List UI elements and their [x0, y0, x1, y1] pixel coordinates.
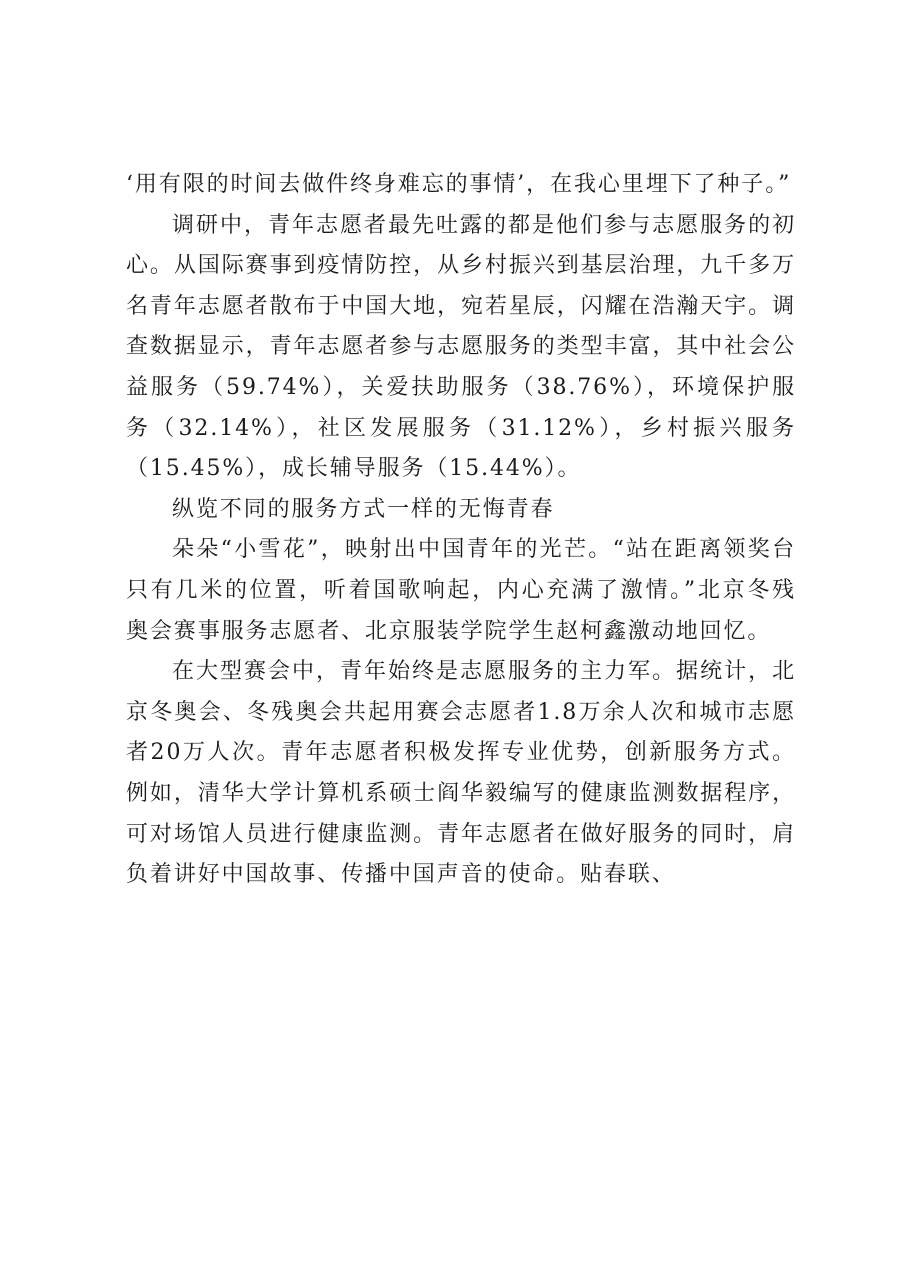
paragraph-snowflake: 朵朵“小雪花”，映射出中国青年的光芒。“站在距离领奖台只有几米的位置，听着国歌响起，内心充满了激情。”北京冬残奥会赛事服务志愿者、北京服装学院学生赵柯鑫激动地回忆。: [126, 537, 796, 644]
paragraph-survey: 调研中，青年志愿者最先吐露的都是他们参与志愿服务的初心。从国际赛事到疫情防控，从乡村振兴到基层治理，九千多万名青年志愿者散布于中国大地，宛若星辰，闪耀在浩瀚天宇。调查数据显示，青年志愿者参与志愿服务的类型丰富，其中社会公益服务（59.74%），关爱扶助服务（38.76%），环境保护服务（32.14%），社区发展服务（31.12%），乡村振兴服务（15.45%），成长辅导服务（15.44%）。: [126, 212, 796, 482]
article-body: [126, 165, 796, 896]
section-heading: 纵览不同的服务方式一样的无悔青春: [172, 496, 555, 522]
paragraph-quote-end: ‘用有限的时间去做件终身难忘的事情’，在我心里埋下了种子。”: [126, 172, 792, 197]
paragraph-games: 在大型赛会中，青年始终是志愿服务的主力军。据统计，北京冬奥会、冬残奥会共起用赛会志愿者1.8万余人次和城市志愿者20万人次。青年志愿者积极发挥专业优势，创新服务方式。例如，清华大学计算机系硕士阎华毅编写的健康监测数据程序，可对场馆人员进行健康监测。青年志愿者在做好服务的同时，肩负着讲好中国故事、传播中国声音的使命。贴春联、: [126, 659, 796, 888]
